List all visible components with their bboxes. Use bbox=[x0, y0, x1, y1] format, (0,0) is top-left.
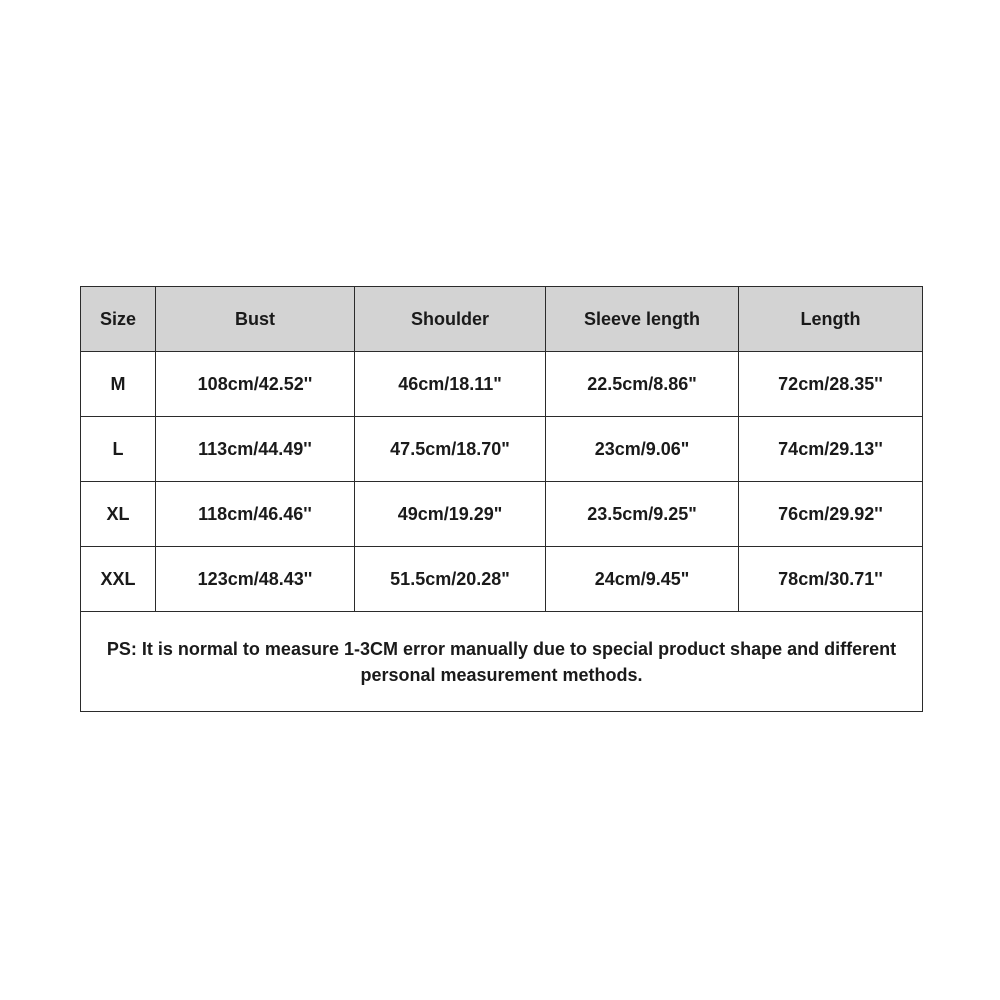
table-row bbox=[81, 417, 923, 482]
cell-length: 76cm/29.92'' bbox=[739, 482, 923, 547]
cell-sleeve-length: 23cm/9.06" bbox=[546, 417, 739, 482]
table-row bbox=[81, 547, 923, 612]
cell-bust: 118cm/46.46'' bbox=[156, 482, 355, 547]
cell-bust: 108cm/42.52'' bbox=[156, 352, 355, 417]
table-row bbox=[81, 352, 923, 417]
cell-sleeve-length: 22.5cm/8.86" bbox=[546, 352, 739, 417]
header-shoulder: Shoulder bbox=[355, 287, 546, 352]
cell-shoulder: 49cm/19.29" bbox=[355, 482, 546, 547]
cell-sleeve-length: 23.5cm/9.25" bbox=[546, 482, 739, 547]
header-sleeve-length: Sleeve length bbox=[546, 287, 739, 352]
table-row bbox=[81, 482, 923, 547]
cell-shoulder: 46cm/18.11" bbox=[355, 352, 546, 417]
cell-length: 74cm/29.13'' bbox=[739, 417, 923, 482]
cell-size: XL bbox=[81, 482, 156, 547]
table-header-row bbox=[81, 287, 923, 352]
cell-bust: 123cm/48.43'' bbox=[156, 547, 355, 612]
cell-size: L bbox=[81, 417, 156, 482]
header-length: Length bbox=[739, 287, 923, 352]
measurement-note: PS: It is normal to measure 1-3CM error manually due to special product shape and different personal measurement methods. bbox=[81, 612, 923, 712]
cell-shoulder: 51.5cm/20.28" bbox=[355, 547, 546, 612]
cell-size: M bbox=[81, 352, 156, 417]
cell-size: XXL bbox=[81, 547, 156, 612]
size-chart-table bbox=[80, 286, 923, 712]
cell-length: 78cm/30.71'' bbox=[739, 547, 923, 612]
cell-sleeve-length: 24cm/9.45" bbox=[546, 547, 739, 612]
note-row bbox=[81, 612, 923, 712]
header-bust: Bust bbox=[156, 287, 355, 352]
cell-bust: 113cm/44.49'' bbox=[156, 417, 355, 482]
cell-length: 72cm/28.35'' bbox=[739, 352, 923, 417]
cell-shoulder: 47.5cm/18.70" bbox=[355, 417, 546, 482]
header-size: Size bbox=[81, 287, 156, 352]
